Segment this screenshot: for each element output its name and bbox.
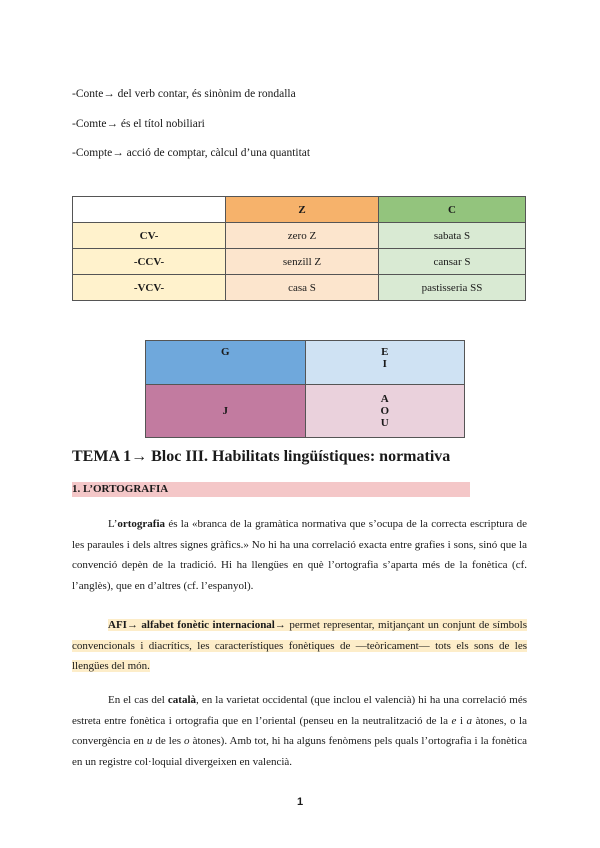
aou-cell — [305, 385, 465, 438]
z-cell: senzill Z — [226, 249, 379, 275]
line-compte: -Compte→ acció de comptar, càlcul d’una quantitat — [72, 147, 311, 159]
table-row — [146, 341, 465, 385]
c-cell: sabata S — [379, 223, 526, 249]
vowel-o: O — [380, 405, 390, 417]
table-row — [73, 223, 526, 249]
c-cell: cansar S — [379, 249, 526, 275]
p1-pre: L’ — [108, 518, 118, 530]
row-label: CV- — [73, 223, 226, 249]
page-title: TEMA 1→ Bloc III. Habilitats lingüístiques: normativa — [72, 448, 451, 465]
table-header-row — [73, 197, 526, 223]
line-conte: -Conte→ del verb contar, és sinònim de rondalla — [72, 88, 296, 100]
p1-text: és la «branca de la gramàtica normativa que s’ocupa de la correcta escriptura de les paraules i dels altres signes gràfics.» No hi ha una correlació exacta entre grafies i sons, sinó que la convenció depèn de la tradició. Hi ha llengües en què l’ortografia s’aparta més de la fonètica (cf. l’anglès), que en d’altres (cf. l’espanyol). — [72, 518, 527, 592]
p3-text: àtones). Amb tot, hi ha alguns fenòmens pels quals l’ortografia i la fonètica en un registre col·loquial divergeixen en valencià. — [72, 735, 527, 768]
z-cell: casa S — [226, 275, 379, 301]
p3-italic: a — [466, 714, 473, 727]
paragraph-catala — [72, 690, 527, 772]
p3-italic: u — [146, 735, 153, 747]
ei-cell — [305, 341, 465, 385]
paragraph-afi — [72, 615, 527, 677]
table-row — [73, 249, 526, 275]
g-j-table — [145, 340, 465, 438]
paragraph-ortografia — [72, 514, 527, 596]
p2-term: AFI→ alfabet fonètic internacional — [108, 619, 275, 631]
z-c-table — [72, 196, 526, 301]
p1-term: ortografia — [117, 518, 166, 530]
p3-italic: o — [184, 735, 190, 747]
c-cell: pastisseria SS — [379, 275, 526, 301]
p3-italic: e — [451, 714, 457, 727]
p3-text: En el cas del — [108, 694, 168, 706]
p3-text: i — [456, 714, 467, 727]
section-heading: 1. L’ORTOGRAFIA — [72, 482, 470, 497]
row-label: -VCV- — [73, 275, 226, 301]
p2-text: → permet representar, mitjançant un conjunt de símbols convencionals i diacrítics, les característiques fonètiques de —teòricament— tots els sons de les llengües del món. — [72, 619, 527, 672]
row-label: -CCV- — [73, 249, 226, 275]
table-row — [146, 385, 465, 438]
j-cell: J — [146, 385, 306, 438]
p3-text: , en la varietat occidental (que inclou el valencià) hi ha una correlació més estreta entre fonètica i ortografia que en l’oriental (penseu en la neutralització de la — [72, 694, 527, 727]
table-row — [73, 275, 526, 301]
line-comte: -Comte→ és el títol nobiliari — [72, 118, 205, 130]
header-empty — [73, 197, 226, 223]
p3-text: àtones, o la convergència en — [72, 714, 527, 747]
vowel-u: U — [380, 417, 389, 429]
p3-bold: català — [167, 694, 197, 706]
vowel-a: A — [380, 393, 389, 405]
header-c: C — [379, 197, 526, 223]
z-cell: zero Z — [226, 223, 379, 249]
p3-text: de les — [152, 735, 185, 747]
header-z: Z — [226, 197, 379, 223]
vowel-i: I — [382, 358, 387, 370]
vowel-e: E — [381, 346, 389, 358]
g-cell: G — [146, 341, 306, 385]
page-number: 1 — [296, 796, 304, 808]
